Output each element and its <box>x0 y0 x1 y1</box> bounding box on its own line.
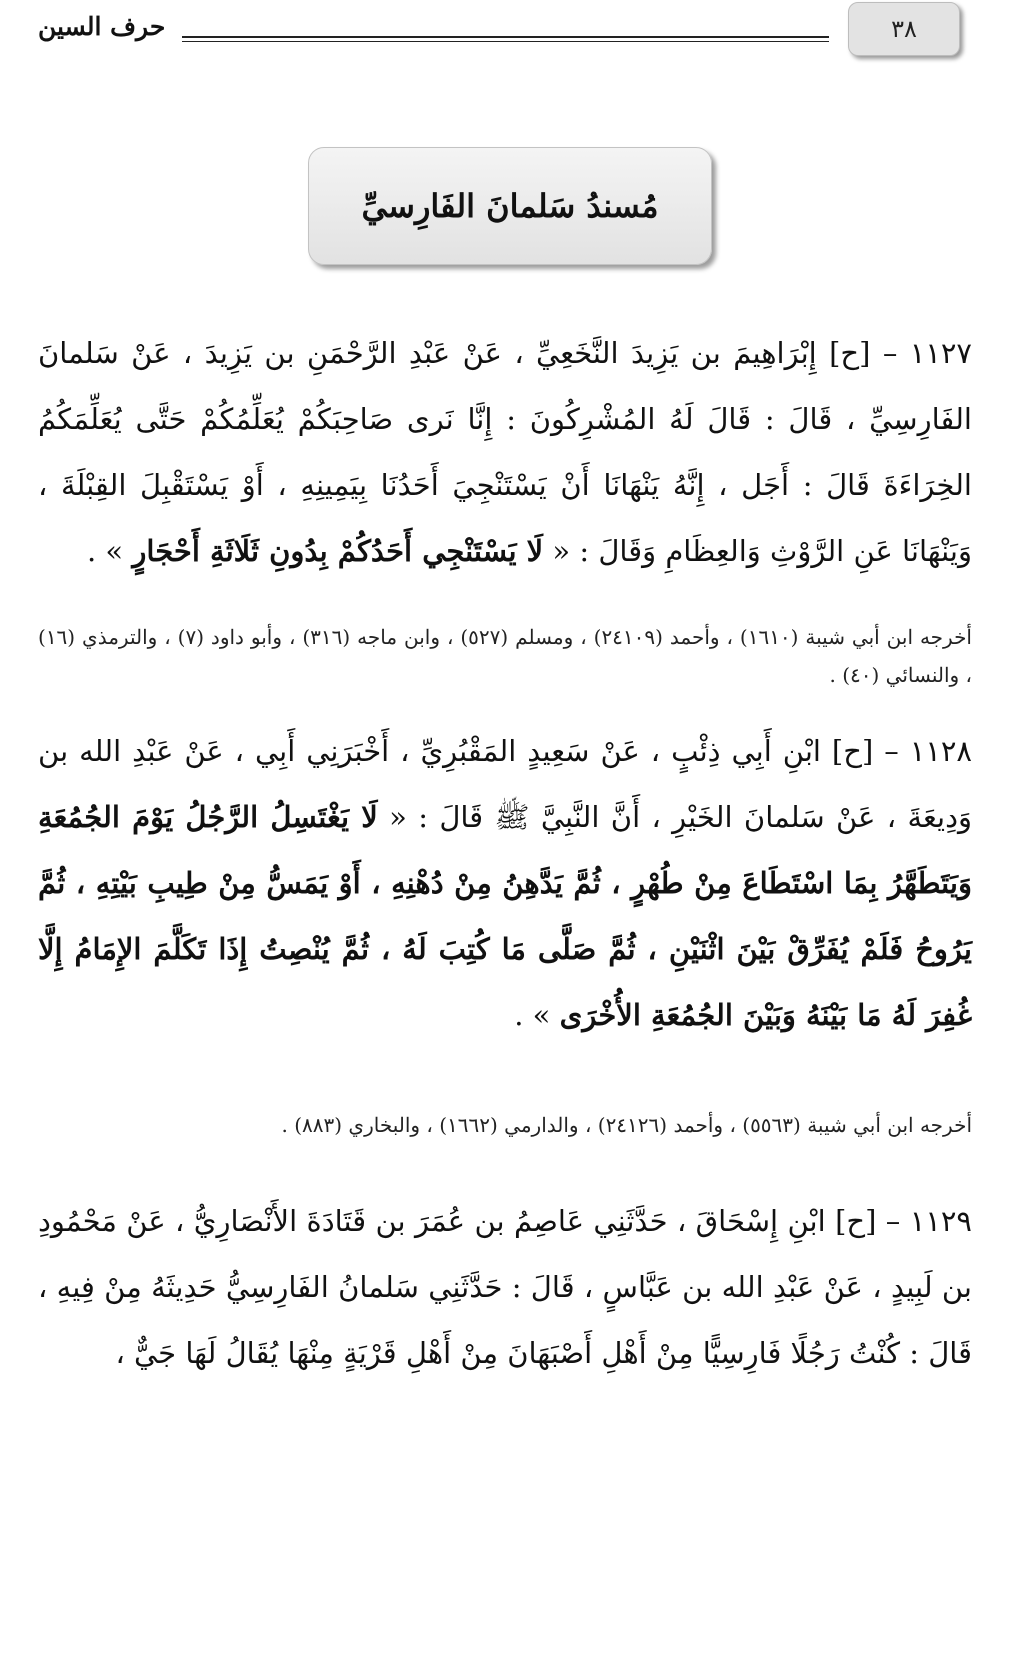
hadith-1127-text: ١١٢٧ – [ح] إِبْرَاهِيمَ بن يَزِيدَ النَّخَعِيِّ ، عَنْ عَبْدِ الرَّحْمَنِ بن يَزِيدَ ، عَنْ سَلمانَ الفَارِسِيِّ ، قَالَ : قَالَ لَهُ المُشْرِكُونَ : إِنَّا نَرى صَاحِبَكُمْ يُعَلِّمُكُمْ حَتَّى يُعَلِّمَكُمُ الخِرَاءَةَ قَالَ : أَجَل ، إِنَّهُ يَنْهَانَا أَنْ يَسْتَنْجِيَ أَحَدُنَا بِيَمِينِهِ ، أَوْ يَسْتَقْبِلَ القِبْلَةَ ، وَيَنْهَانَا عَنِ الرَّوْثِ وَالعِظَامِ وَقَالَ : « <box>38 336 972 568</box>
section-title-box <box>308 147 712 265</box>
hadith-1127-footnote: أخرجه ابن أبي شيبة (١٦١٠) ، وأحمد (٢٤١٠٩) ، ومسلم (٥٢٧) ، وابن ماجه (٣١٦) ، وأبو داود (٧) ، والترمذي (١٦) ، والنسائي (٤٠) . <box>38 625 972 687</box>
hadith-1127 <box>38 320 972 584</box>
hadith-1128-text-end: » . <box>514 998 551 1032</box>
hadith-1128-text: ١١٢٨ – [ح] ابْنِ أَبِي ذِئْبٍ ، عَنْ سَعِيدٍ المَقْبُرِيِّ ، أَخْبَرَنِي أَبِي ، عَنْ عَبْدِ الله بن وَدِيعَةَ ، عَنْ سَلمانَ الخَيْرِ ، أَنَّ النَّبِيَّ ﷺ قَالَ : « <box>38 734 972 834</box>
page-number-badge <box>848 2 960 56</box>
page-number: ٣٨ <box>891 15 917 43</box>
hadith-1129-text: ١١٢٩ – [ح] ابْنِ إِسْحَاقَ ، حَدَّثَنِي عَاصِمُ بن عُمَرَ بن قَتَادَةَ الأَنْصَارِيُّ ، عَنْ مَحْمُودِ بن لَبِيدٍ ، عَنْ عَبْدِ الله بن عَبَّاسٍ ، قَالَ : حَدَّثَنِي سَلمانُ الفَارِسِيُّ حَدِيثَهُ مِنْ فِيهِ ، قَالَ : كُنْتُ رَجُلًا فَارِسِيًّا مِنْ أَهْلِ أَصْبَهَانَ مِنْ أَهْلِ قَرْيَةٍ مِنْهَا يُقَالُ لَهَا جَيٌّ ، <box>38 1204 972 1370</box>
hadith-1127-quote: لَا يَسْتَنْجِي أَحَدُكُمْ بِدُونِ ثَلَاثَةِ أَحْجَارٍ <box>132 534 544 568</box>
hadith-1129 <box>38 1188 972 1386</box>
hadith-1127-text-end: » . <box>86 534 124 568</box>
hadith-1128 <box>38 718 972 1048</box>
hadith-1128-footnote: أخرجه ابن أبي شيبة (٥٥٦٣) ، وأحمد (٢٤١٢٦) ، والدارمي (١٦٦٢) ، والبخاري (٨٨٣) . <box>281 1113 972 1137</box>
header-rule <box>182 36 829 38</box>
header-rule-thin <box>182 41 829 42</box>
chapter-title: حرف السين <box>38 12 166 41</box>
page-header <box>0 0 1010 70</box>
hadith-1128-quote: لَا يَغْتَسِلُ الرَّجُلُ يَوْمَ الجُمُعَةِ وَيَتَطَهَّرُ بِمَا اسْتَطَاعَ مِنْ طُهْرٍ ، ثُمَّ يَدَّهِنُ مِنْ دُهْنِهِ ، أَوْ يَمَسُّ مِنْ طِيبِ بَيْتِهِ ، ثُمَّ يَرُوحُ فَلَمْ يُفَرِّقْ بَيْنَ اثْنَيْنِ ، ثُمَّ صَلَّى مَا كُتِبَ لَهُ ، ثُمَّ يُنْصِتُ إِذَا تَكَلَّمَ الإِمَامُ إِلَّا غُفِرَ لَهُ مَا بَيْنَهُ وَبَيْنَ الجُمُعَةِ الأُخْرَى <box>38 800 972 1032</box>
section-title: مُسندُ سَلمانَ الفَارِسيِّ <box>361 187 659 225</box>
